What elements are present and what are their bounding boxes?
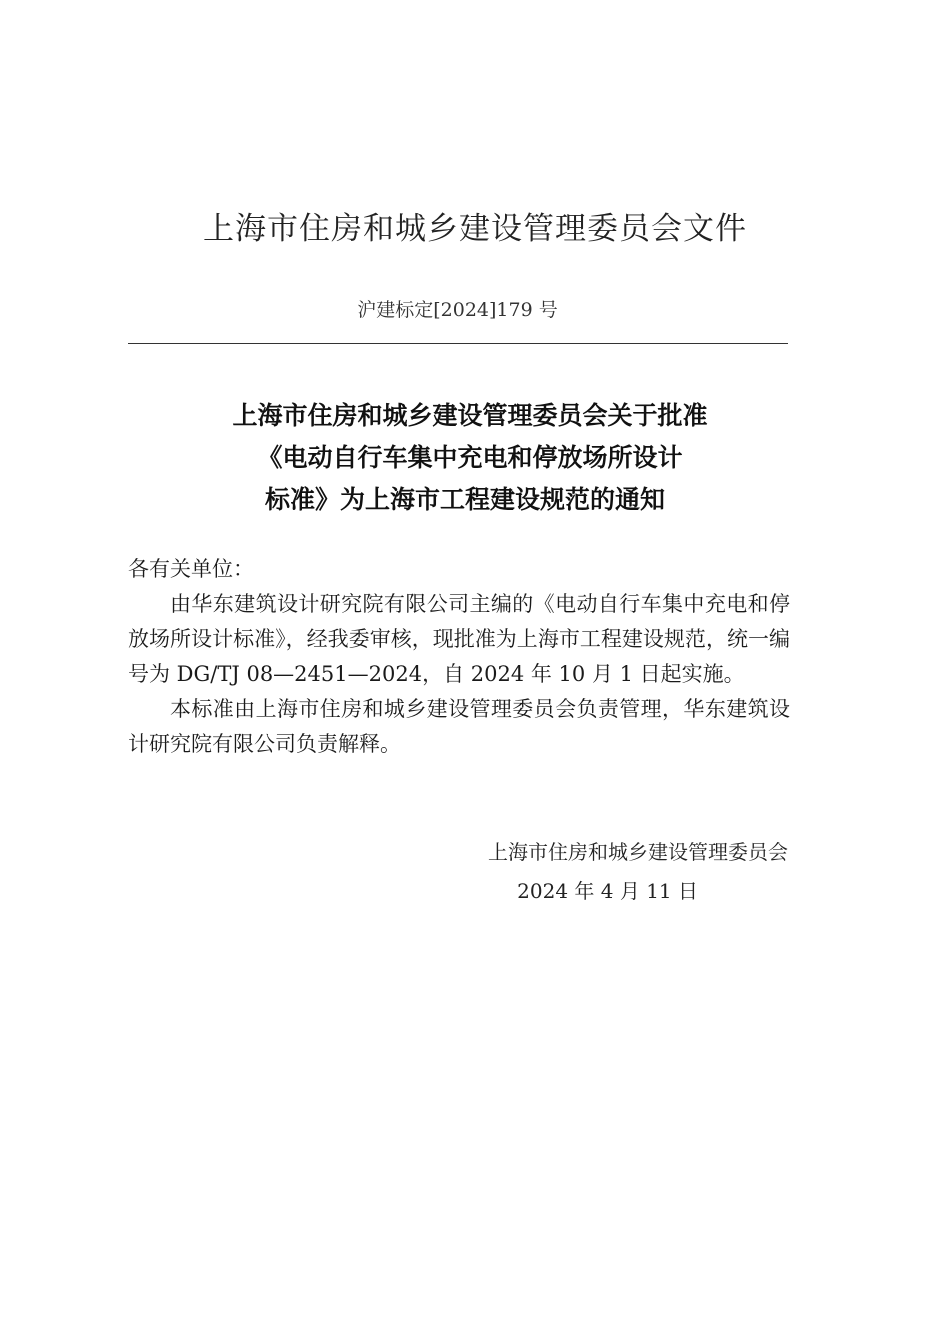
body-paragraph-2: 本标准由上海市住房和城乡建设管理委员会负责管理，华东建筑设计研究院有限公司负责解释。 — [128, 697, 790, 756]
body-paragraph-1: 由华东建筑设计研究院有限公司主编的《电动自行车集中充电和停放场所设计标准》，经我委审核，现批准为上海市工程建设规范，统一编号为 DG/TJ 08—2451—2024，自 2024 年 10 月 1 日起实施。 — [128, 592, 790, 686]
signature-issuer: 上海市住房和城乡建设管理委员会 — [488, 840, 788, 864]
notice-title — [0, 395, 950, 521]
document-header-title: 上海市住房和城乡建设管理委员会文件 — [203, 211, 747, 247]
signature-date: 2024 年 4 月 11 日 — [517, 879, 698, 903]
notice-title-line-3: 标准》为上海市工程建设规范的通知 — [264, 485, 665, 514]
notice-title-line-2: 《电动自行车集中充电和停放场所设计 — [257, 443, 683, 472]
header-divider — [128, 343, 788, 344]
salutation: 各有关单位： — [128, 557, 254, 581]
document-number: 沪建标定[2024]179 号 — [357, 299, 558, 321]
notice-body — [128, 552, 790, 762]
notice-title-line-1: 上海市住房和城乡建设管理委员会关于批准 — [232, 401, 708, 430]
